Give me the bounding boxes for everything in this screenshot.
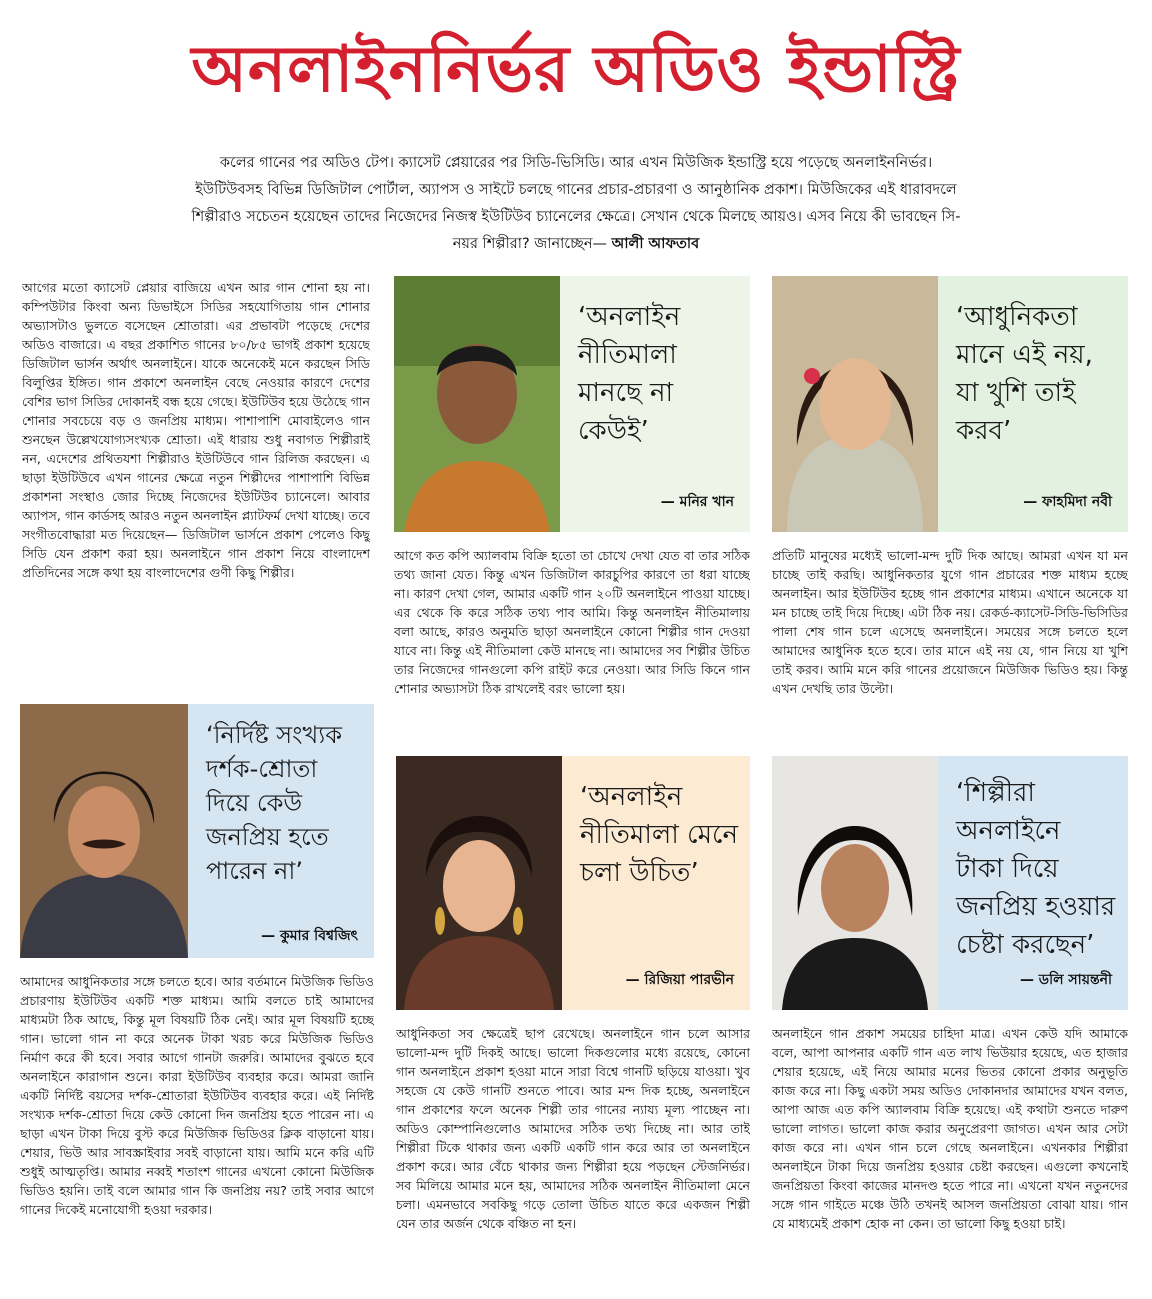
profile-text-rizia-parvin: আধুনিকতা সব ক্ষেত্রেই ছাপ রেখেছে। অনলাইনে গান চলে আসার ভালো-মন্দ দুটি দিকই আছে। ভালো দিকগুলোর মধ্যে রয়েছে, কোনো গান অনলাইনে প্রকাশ হওয়া মানে সারা বিশ্বে গানটি ছড়িয়ে যাওয়া। খুব সহজে যে কেউ গানটি শুনতে পাবে। আর মন্দ দিক হচ্ছে, অনলাইনে গান প্রকাশের ফলে অনেক শিল্পী তার গানের ন্যায্য মূল্য পাচ্ছেন না। অডিও কোম্পানিগুলোও আমাদের সঠিক তথ্য দিচ্ছে না। আর তাই শিল্পীরা টিকে থাকার জন্য একটি একটি গান করে আর তা অনলাইনে প্রকাশ করে। আর বেঁচে থাকার জন্য শিল্পীরা হয়ে পড়ছেন স্টেজনির্ভর। সব মিলিয়ে আমার মনে হয়, আমাদের সঠিক অনলাইন নীতিমালা মেনে চলা। এমনভাবে সবকিছু গড়ে তোলা উচিত যাতে করে একজন শিল্পী যেন তার অর্জন থেকে বঞ্চিত না হন। xyxy=(396,1026,750,1231)
intro-line: কলের গানের পর অডিও টেপ। ক্যাসেট প্লেয়ারের পর সিডি-ভিসিডি। আর এখন মিউজিক ইন্ডাস্ট্রি হয়ে পড়েছে অনলাইননির্ভর। xyxy=(219,155,933,171)
attribution: — ডলি সায়ন্তনী xyxy=(1019,972,1112,988)
pull-quote: ‘অনলাইন নীতিমালা মেনে চলা উচিত’ xyxy=(580,782,739,888)
attribution: — রিজিয়া পারভীন xyxy=(625,972,734,988)
intro-line: ইউটিউবসহ বিভিন্ন ডিজিটাল পোর্টাল, অ্যাপস ও সাইটে চলছে গানের প্রচার-প্রচারণা ও আনুষ্ঠানিক প্রকাশ। মিউজিকের এই ধারাবদলে xyxy=(195,182,957,198)
attribution: — কুমার বিশ্বজিৎ xyxy=(261,928,358,944)
quote-panel xyxy=(560,276,750,532)
profile-card-dolly-sayontoni xyxy=(772,756,1128,1010)
intro-line-text: নয়র শিল্পীরা? জানাচ্ছেন— xyxy=(452,236,608,252)
pull-quote: ‘অনলাইন নীতিমালা মানছে না কেউই’ xyxy=(578,302,681,446)
byline: আলী আফতাব xyxy=(611,236,700,252)
lead-article-text: আগের মতো ক্যাসেট প্লেয়ার বাজিয়ে এখন আর গান শোনা হয় না। কম্পিউটার কিংবা অন্য ডিভাইসে সিডির সহযোগিতায় গান শোনার অভ্যাসটাও ভুলতে বসেছেন শ্রোতারা। এর প্রভাবটা পড়েছে দেশের অডিও বাজারে। এ বছর প্রকাশিত গানের ৮০/৮৫ ভাগই প্রকাশ হয়েছে ডিজিটাল ভার্সন অর্থাৎ অনলাইনে। যাকে অনেকেই মনে করছেন সিডি বিলুপ্তির ইঙ্গিত। গান প্রকাশে অনলাইন বেছে নেওয়ার কারণে দেশের বেশির ভাগ সিডির দোকানই বন্ধ হয়ে গেছে। ইউটিউব হয়ে উঠেছে গান শোনার সবচেয়ে বড় ও জনপ্রিয় মাধ্যম। পাশাপাশি মোবাইলেও গান শুনছেন উল্লেখযোগ্যসংখ্যক শ্রোতা। এই ধারায় শুধু নবাগত শিল্পীরাই নন, এদেশের প্রথিতযশা শিল্পীরাও ইউটিউবে গান রিলিজ করছেন। এ ছাড়া ইউটিউবে এখন গানের ক্ষেত্রে নতুন শিল্পীদের পাশাপাশি বিভিন্ন প্রকাশনা সংস্থাও জোর দিচ্ছে নিজেদের ইউটিউব চ্যানেলে। আবার অ্যাপস, গান কার্ডসহ আরও নতুন অনলাইন প্ল্যাটফর্ম দেখা যাচ্ছে। তবে সংগীতবোদ্ধারা মত দিয়েছেন— ডিজিটাল ভার্সনে প্রকাশ পেলেও কিছু সিডি যেন প্রকাশ করা হয়। অনলাইনে গান প্রকাশ নিয়ে বাংলাদেশ প্রতিদিনের সঙ্গে কথা হয় বাংলাদেশের গুণী কিছু শিল্পীর। xyxy=(22,280,370,580)
quote-panel xyxy=(562,756,750,1010)
pull-quote: ‘শিল্পীরা অনলাইনে টাকা দিয়ে জনপ্রিয় হওয়ার চেষ্টা করছেন’ xyxy=(956,778,1116,960)
attribution: — মনির খান xyxy=(660,494,734,510)
headline: অনলাইননির্ভর অডিও ইন্ডাস্ট্রি xyxy=(191,33,961,107)
quote-panel xyxy=(938,756,1128,1010)
profile-card-rizia-parvin xyxy=(396,756,750,1010)
pull-quote: ‘নির্দিষ্ট সংখ্যক দর্শক-শ্রোতা দিয়ে কেউ জনপ্রিয় হতে পারেন না’ xyxy=(206,721,343,885)
attribution: — ফাহমিদা নবী xyxy=(1023,494,1112,510)
profile-card-fahmida-nabi xyxy=(772,276,1128,532)
profile-text-monir-khan: আগে কত কপি অ্যালবাম বিক্রি হতো তা চোখে দেখা যেত বা তার সঠিক তথ্য জানা যেত। কিন্তু এখন ডিজিটাল কারচুপির কারণে তা ধরা যাচ্ছে না। কারণ দেখা গেল, আমার একটি গান ২০টি অনলাইনে পাওয়া যাচ্ছে। এর থেকে কি করে সঠিক তথ্য পাব আমি। কিন্তু অনলাইন নীতিমালায় বলা আছে, কারও অনুমতি ছাড়া অনলাইনে কোনো শিল্পীর গান দেওয়া যাবে না। কিন্তু এই নীতিমালা কেউ মানছে না। আমাদের সব শিল্পীর উচিত তার নিজেদের গানগুলো কপি রাইট করে নেওয়া। আর সিডি কিনে গান শোনার অভ্যাসটা ঠিক রাখলেই বরং ভালো হয়। xyxy=(394,548,750,696)
profile-text-fahmida-nabi: প্রতিটি মানুষের মধ্যেই ভালো-মন্দ দুটি দিক আছে। আমরা এখন যা মন চাচ্ছে তাই করছি। আধুনিকতার যুগে গান প্রচারের শক্ত মাধ্যম হচ্ছে অনলাইন। আর ইউটিউব হচ্ছে গান প্রকাশের মাধ্যম। এখানে অনেকে যা মন চাচ্ছে তাই দিয়ে দিচ্ছে। এটা ঠিক নয়। রেকর্ড-ক্যাসেট-সিডি-ভিসিডির পালা শেষ গান চলে এসেছে অনলাইনে। সময়ের সঙ্গে চলতে হলে আমাদের আধুনিক হতে হবে। তার মানে এই নয় যে, গান নিয়ে যা খুশি তাই করব। আমি মনে করি গানের প্রয়োজনে মিউজিক ভিডিও হয়। কিন্তু এখন দেখছি তার উল্টো। xyxy=(772,548,1128,696)
quote-panel xyxy=(938,276,1128,532)
profile-text-kumar-bishwajit: আমাদের আধুনিকতার সঙ্গে চলতে হবে। আর বর্তমানে মিউজিক ভিডিও প্রচারণায় ইউটিউব একটি শক্ত মাধ্যম। আমি বলতে চাই আমাদের মাধ্যমটা ঠিক আছে, কিন্তু মূল বিষয়টি ঠিক নেই। আর মূল বিষয়টি হচ্ছে গান। ভালো গান না করে অনেক টাকা খরচ করে মিউজিক ভিডিও নির্মাণ করে কী হবে। সবার আগে গানটা জরুরি। আমাদের বুঝতে হবে অনলাইনে কারাগান শুনে। কারা ইউটিউব ব্যবহার করে। আমরা জানি একটি নির্দিষ্ট বয়সের দর্শক-শ্রোতারা ইউটিউব ব্যবহার করে। এই নির্দিষ্ট সংখ্যক দর্শক-শ্রোতা দিয়ে কেউ কোনো দিন জনপ্রিয় হতে পারেন না। এ ছাড়া এখন টাকা দিয়ে বুস্ট করে মিউজিক ভিডিওর ক্লিক বাড়ানো যায়। শেয়ার, ভিউ আর সাবস্ক্রাইবার সবই বাড়ানো যায়। আমি মনে করি এটি শুধুই আত্মতৃপ্তি। আমার নব্বই শতাংশ গানের এখনো কোনো মিউজিক ভিডিও হয়নি। তাই বলে আমার গান কি জনপ্রিয় নয়? তাই সবার আগে গানের দিকেই মনোযোগী হওয়া দরকার। xyxy=(20,974,374,1217)
portrait-photo xyxy=(396,756,562,1010)
portrait-photo xyxy=(772,276,938,532)
pull-quote: ‘আধুনিকতা মানে এই নয়, যা খুশি তাই করব’ xyxy=(956,302,1093,446)
profile-card-monir-khan xyxy=(394,276,750,532)
profile-card-kumar-bishwajit xyxy=(20,704,374,958)
intro xyxy=(96,150,1056,258)
quote-panel xyxy=(188,704,374,958)
intro-line xyxy=(96,231,1056,258)
portrait-photo xyxy=(20,704,188,958)
portrait-photo xyxy=(772,756,938,1010)
intro-line: শিল্পীরাও সচেতন হয়েছেন তাদের নিজেদের নিজস্ব ইউটিউব চ্যানেলের ক্ষেত্রে। সেখান থেকে মিলছে আয়ও। এসব নিয়ে কী ভাবছেন সি- xyxy=(191,209,961,225)
portrait-photo xyxy=(394,276,560,532)
profile-text-dolly-sayontoni: অনলাইনে গান প্রকাশ সময়ের চাহিদা মাত্র। এখন কেউ যদি আমাকে বলে, আপা আপনার একটি গান এত লাখ ভিউয়ার হয়েছে, এত হাজার শেয়ার হয়েছে, এই নিয়ে আমার মনের ভিতর কোনো প্রকার অনুভূতি কাজ করে না। কিছু একটা সময় অডিও দোকানদার আমাদের যখন বলত, আপা আজ এত কপি অ্যালবাম বিক্রি হয়েছে। এই কথাটা শুনতে দারুণ ভালো লাগত। ভালো কাজ করার অনুপ্রেরণা জাগত। এখন আর সেটা কাজ করে না। এখন গান চলে গেছে অনলাইনে। এখনকার শিল্পীরা অনলাইনে টাকা দিয়ে জনপ্রিয় হওয়ার চেষ্টা করছেন। এগুলো কখনোই জনপ্রিয়তা কিংবা কাজের মানদণ্ড হতে পারে না। এখনো যখন নতুনদের সঙ্গে গান গাইতে মঞ্চে উঠি তখনই আসল জনপ্রিয়তা বোঝা যায়। গান যে মাধ্যমেই প্রকাশ হোক না কেন। তা ভালো কিছু হওয়া চাই। xyxy=(772,1026,1128,1231)
